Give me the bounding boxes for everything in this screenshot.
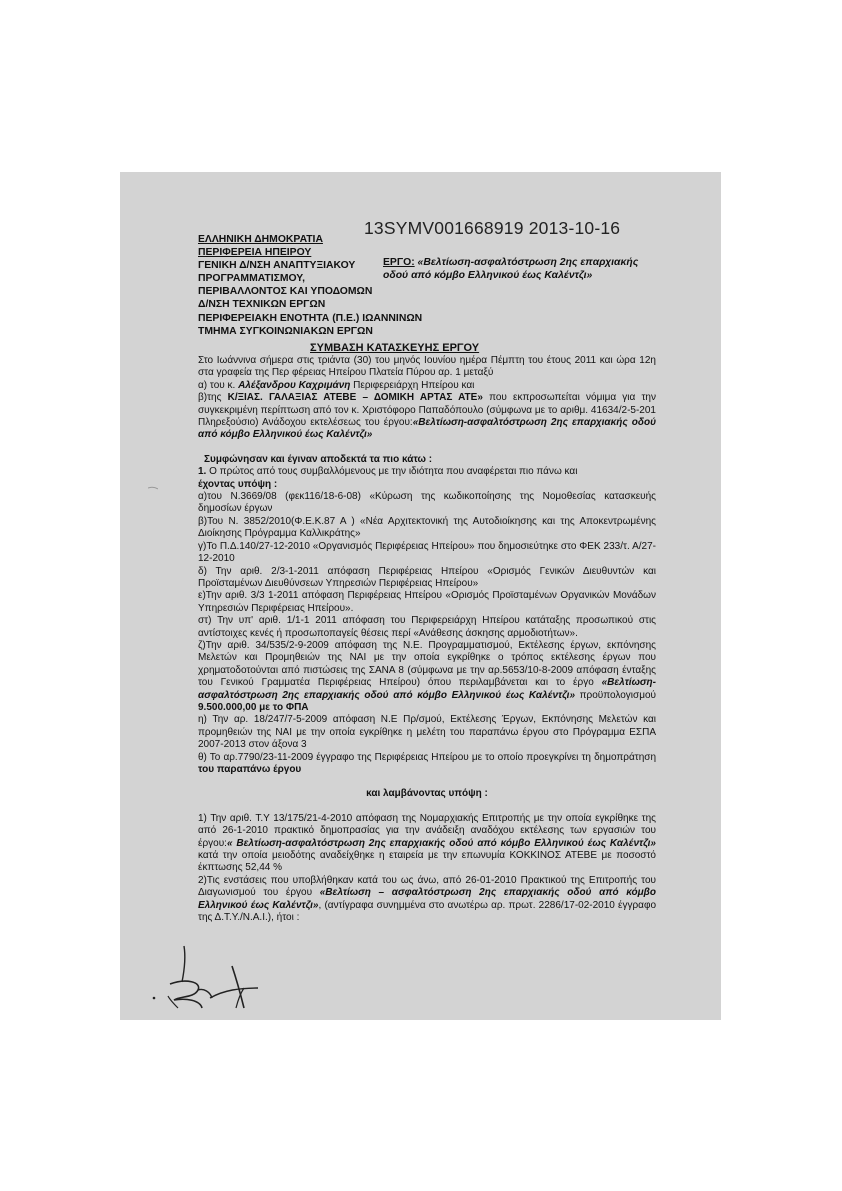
project-block xyxy=(383,256,663,282)
consideration-item: γ)Το Π.Δ.140/27-12-2010 «Οργανισμός Περιφέρειας Ηπείρου» που δημοσιεύτηκε στο ΦΕΚ 233/τ. Α/27-12-2010 xyxy=(198,540,656,565)
item-1-text: Ο πρώτος από τους συμβαλλόμενους με την ιδιότητα που αναφέρεται πιο πάνω και xyxy=(206,466,578,478)
party-a-role: Περιφερειάρχη Ηπείρου και xyxy=(350,379,475,391)
header-line: ΓΕΝΙΚΗ Δ/ΝΣΗ ΑΝΑΠΤΥΞΙΑΚΟΥ xyxy=(198,260,356,272)
consideration-item: δ) Την αριθ. 2/3-1-2011 απόφαση Περιφέρειας Ηπείρου «Ορισμός Γενικών Διευθυντών και Προϊσταμένων Διευθύνσεων Υπηρεσιών Περιφέρειας Ηπείρου» xyxy=(198,565,656,589)
numbered-paragraph-1 xyxy=(198,813,656,875)
header-line: Δ/ΝΣΗ ΤΕΧΝΙΚΩΝ ΕΡΓΩΝ xyxy=(198,299,326,311)
item-z-project: «Βελτίωση-ασφαλτόστρωση 2ης επαρχιακής οδού από κόμβο Ελληνικού έως Καλέντζι» xyxy=(198,677,656,701)
party-a xyxy=(198,380,656,392)
document-title: ΣΥΜΒΑΣΗ ΚΑΤΑΣΚΕΥΗΣ ΕΡΓΟΥ xyxy=(310,342,480,354)
item-1-number: 1. xyxy=(198,466,207,478)
numbered-paragraph-2 xyxy=(198,875,656,925)
item-z-amount: 9.500.000,00 με το ΦΠΑ xyxy=(198,701,309,713)
p1-project: « Βελτίωση-ασφαλτόστρωση 2ης επαρχιακής οδού από κόμβο Ελληνικού έως Καλέντζι» xyxy=(226,837,656,849)
p2-post: , (αντίγραφα συνημμένα στο ανωτέρω αρ. πρωτ. 2286/17-02-2010 έγγραφο της Δ.Τ.Υ./Ν.Α.Ι.), ήτοι : xyxy=(198,899,657,924)
header-line: ΕΛΛΗΝΙΚΗ ΔΗΜΟΚΡΑΤΙΑ xyxy=(198,234,323,245)
consideration-item: ε)Την αριθ. 3/3 1-2011 απόφαση Περιφέρειας Ηπείρου «Ορισμός Προϊσταμένων Οργανικών Μονάδων Υπηρεσιών Περιφέρειας Ηπείρου». xyxy=(198,590,656,614)
header-line: ΤΜΗΜΑ ΣΥΓΚΟΙΝΩΝΙΑΚΩΝ ΕΡΓΩΝ xyxy=(198,325,373,337)
item-z-text: ζ)Την αριθ. 34/535/2-9-2009 απόφαση της Ν.Ε. Προγραμματισμού, Εκτέλεσης έργων, εκπόνησης Μελετών και Προμηθειών της ΝΑΙ με την οποία εγκρίθηκε ο τρόπος εκτέλεσης έργων που χρηματοδοτούνται από πιστώσεις της ΣΑΝΑ 8 (σύμφωνα με την αρ.5653/10-8-2009 απόφαση ένταξης του Γενικού Γραμματέα Περιφέρειας Ηπείρου) όπου περιλαμβάνεται και το έργο xyxy=(198,639,656,689)
party-a-name: Αλέξανδρου Καχριμάνη xyxy=(238,379,351,391)
p1-text: 1) Την αριθ. Τ.Υ 13/175/21-4-2010 απόφαση της Νομαρχιακής Επιτροπής με την οποία εγκρίθηκε της από 26-1-2010 πρακτικό δημοπρασίας για την ανάδειξη αναδόχου εκτέλεσης των εργασιών του έργου: xyxy=(198,812,656,849)
project-label: ΕΡΓΟ: xyxy=(383,257,415,268)
item-1 xyxy=(198,466,656,478)
party-b-prefix: β)της xyxy=(198,392,228,404)
protocol-stamp: 13SYMV001668919 2013-10-16 xyxy=(364,218,621,238)
item-th-bold: του παραπάνω έργου xyxy=(198,764,302,775)
taking-heading: και λαμβάνοντας υπόψη : xyxy=(366,788,488,800)
header-line: ΠΕΡΙΦΕΡΕΙΑ ΗΠΕΙΡΟΥ xyxy=(198,247,312,259)
p2-project: «Βελτίωση – ασφαλτόστρωση 2ης επαρχιακής οδού από κόμβο Ελληνικού έως Καλέντζι» xyxy=(198,887,656,911)
margin-mark xyxy=(148,486,158,490)
p2-text: 2)Τις ενστάσεις που υποβλήθηκαν κατά του ως άνω, από 26-01-2010 Πρακτικού της Επιτροπής του Διαγωνισμού του έργου xyxy=(198,874,656,899)
p1-post: κατά την οποία μειοδότης αναδείχθηκε η εταιρεία με την επωνυμία ΚΟΚΚΙΝΟΣ ΑΤΕΒΕ με ποσοστό έκπτωσης 52,44 % xyxy=(198,850,656,874)
document-body xyxy=(198,355,656,924)
party-a-prefix: α) του κ. xyxy=(198,379,239,391)
party-b-name: Κ/ΞΙΑΣ. ΓΑΛΑΞΙΑΣ ΑΤΕΒΕ – ΔΟΜΙΚΗ ΑΡΤΑΣ ΑΤΕ» xyxy=(227,392,483,404)
header-line: ΠΡΟΓΡΑΜΜΑΤΙΣΜΟΥ, xyxy=(198,273,305,285)
item-z-budget-label: προϋπολογισμού xyxy=(575,689,656,701)
consideration-item: η) Την αρ. 18/247/7-5-2009 απόφαση Ν.Ε Πρ/σμού, Εκτέλεσης Έργων, Εκπόνησης Μελετών και προμηθειών της ΝΑΙ με την οποία εγκρίθηκε η μελέτη του παραπάνω έργου στο Πρόγραμμα ΕΣΠΑ 2007-2013 στον άξονα 3 xyxy=(198,714,656,751)
header-line: ΠΕΡΙΦΕΡΕΙΑΚΗ ΕΝΟΤΗΤΑ (Π.Ε.) ΙΩΑΝΝΙΝΩΝ xyxy=(198,312,423,324)
project-title: «Βελτίωση-ασφαλτόστρωση 2ης επαρχιακής οδού από κόμβο Ελληνικού έως Καλέντζι» xyxy=(383,257,639,282)
item-th-text: θ) Το αρ.7790/23-11-2009 έγγραφο της Περιφέρειας Ηπείρου με το οποίο προεγκρίνει τη δημοπράτηση xyxy=(198,751,656,763)
party-b-text: που εκπροσωπείται νόμιμα για την συγκεκριμένη περίπτωση από τον κ. Χριστόφορο Παπαδόπουλο (σύμφωνα με το αριθμ. 41634/2-5-201 Πληρεξούσιο) Ανάδοχου εκτελέσεως του έργου: xyxy=(198,392,656,429)
having-heading: έχοντας υπόψη : xyxy=(198,478,278,490)
consideration-item: β)Του Ν. 3852/2010(Φ.Ε.Κ.87 Α ) «Νέα Αρχιτεκτονική της Αυτοδιοίκησης και της Αποκεντρωμένης Διοίκησης Πρόγραμμα Καλλικράτης» xyxy=(198,515,656,540)
handwritten-signature xyxy=(140,938,270,1014)
party-b-project: «Βελτίωση-ασφαλτόστρωση 2ης επαρχιακής οδού από κόμβο Ελληνικού έως Καλέντζι» xyxy=(198,417,657,441)
party-b xyxy=(198,392,656,442)
consideration-item-th xyxy=(198,752,656,777)
consideration-item: α)του Ν.3669/08 (φεκ116/18-6-08) «Κύρωση της κωδικοποίησης της Νομοθεσίας κατασκευής δημοσίων έργων xyxy=(198,491,656,515)
header-line: ΠΕΡΙΒΑΛΛΟΝΤΟΣ ΚΑΙ ΥΠΟΔΟΜΩΝ xyxy=(198,286,373,298)
consideration-item-z xyxy=(198,640,656,714)
agreed-heading: Συμφώνησαν και έγιναν αποδεκτά τα πιο κάτω : xyxy=(204,453,433,465)
consideration-item: στ) Την υπ' αριθ. 1/1-1 2011 απόφαση του Περιφερειάρχη Ηπείρου κατάταξης προσωπικού στις αντίστοιχες κενές ή προσωποπαγείς θέσεις περί «Ανάθεσης άσκησης αρμοδιοτήτων». xyxy=(198,615,656,639)
intro-paragraph: Στο Ιωάννινα σήμερα στις τριάντα (30) του μηνός Ιουνίου ημέρα Πέμπτη του έτους 2011 και ώρα 12η στα γραφεία της Περ φέρειας Ηπείρου Πλατεία Πύρου αρ. 1 μεταξύ xyxy=(198,355,656,379)
